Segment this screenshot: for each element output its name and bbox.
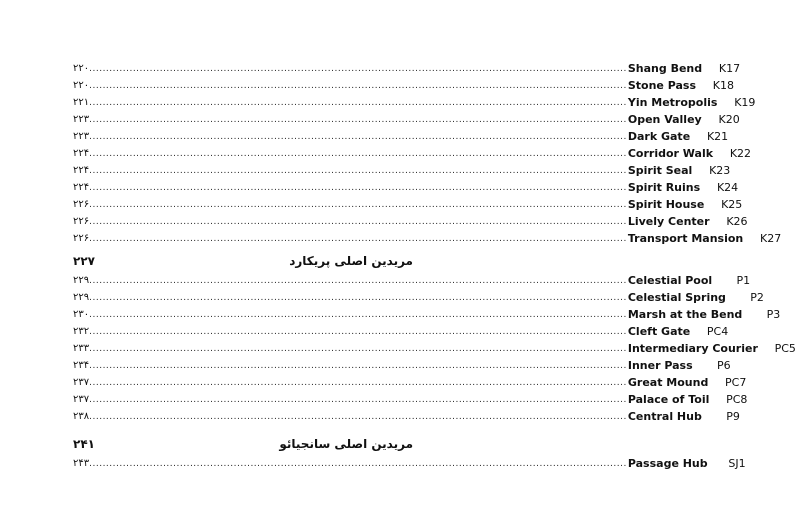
toc-entry-title: Passage Hub	[627, 457, 708, 470]
toc-entry-code: PC7	[725, 376, 747, 389]
toc-entry-title: Stone Pass	[627, 79, 697, 92]
toc-entry-title: Intermediary Courier	[627, 342, 758, 355]
dot-leader: ................................................................................................................................................................	[89, 166, 627, 176]
toc-entry-title: Spirit House	[627, 198, 705, 211]
toc-entry-page: ۲۲۰	[73, 80, 90, 91]
toc-entry	[73, 128, 729, 145]
section-heading	[73, 251, 413, 271]
dot-leader: ................................................................................................................................................................	[89, 98, 627, 108]
dot-leader: ................................................................................................................................................................	[89, 217, 627, 227]
toc-entry-page: ۲۳۸	[73, 411, 90, 422]
toc-entry-code: P3	[766, 308, 781, 321]
toc-entry	[73, 213, 748, 230]
toc-entry	[73, 455, 746, 472]
toc-entry-page: ۲۲۹	[73, 292, 90, 303]
toc-entry-code: P6	[716, 359, 731, 372]
toc-entry-page: ۲۲۳	[73, 114, 90, 125]
toc-entry-code: K20	[718, 113, 740, 126]
toc-entry	[73, 357, 731, 374]
toc-entry-page: ۲۳۲	[73, 326, 90, 337]
dot-leader: ................................................................................................................................................................	[89, 115, 627, 125]
toc-entry	[73, 179, 739, 196]
toc-entry-page: ۲۲۰	[73, 63, 90, 74]
toc-entry-code: K24	[716, 181, 739, 194]
toc-entry-title: Central Hub	[627, 410, 702, 423]
toc-entry-title: Lively Center	[627, 215, 710, 228]
section-heading-title: مریدین اصلی پریکارد	[289, 254, 413, 268]
toc-entry	[73, 162, 731, 179]
toc-entry-title: Cleft Gate	[627, 325, 691, 338]
toc-entry	[73, 340, 796, 357]
toc-entry-title: Spirit Seal	[627, 164, 693, 177]
toc-entry	[73, 230, 782, 247]
toc-entry	[73, 272, 751, 289]
dot-leader: ................................................................................................................................................................	[89, 395, 627, 405]
dot-leader: ................................................................................................................................................................	[89, 310, 627, 320]
toc-entry-page: ۲۲۳	[73, 131, 90, 142]
toc-entry-page: ۲۳۴	[73, 360, 90, 371]
toc-entry-code: PC8	[726, 393, 748, 406]
dot-leader: ................................................................................................................................................................	[89, 149, 627, 159]
toc-entry-title: Dark Gate	[627, 130, 691, 143]
toc-entry-code: K18	[712, 79, 735, 92]
toc-entry-code: SJ1	[728, 457, 746, 470]
toc-entry-code: PC5	[774, 342, 796, 355]
dot-leader: ................................................................................................................................................................	[89, 132, 627, 142]
toc-entry	[73, 196, 743, 213]
toc-entry-code: PC4	[706, 325, 729, 338]
dot-leader: ................................................................................................................................................................	[89, 200, 627, 210]
toc-entry-title: Corridor Walk	[627, 147, 714, 160]
dot-leader: ................................................................................................................................................................	[89, 293, 627, 303]
toc-entry-page: ۲۲۶	[73, 216, 90, 227]
dot-leader: ................................................................................................................................................................	[89, 459, 627, 469]
toc-entry-title: Marsh at the Bend	[627, 308, 743, 321]
section-heading-page: ۲۲۷	[73, 254, 95, 268]
toc-entry-title: Palace of Toil	[627, 393, 710, 406]
toc-entry-title: Shang Bend	[627, 62, 703, 75]
dot-leader: ................................................................................................................................................................	[89, 412, 627, 422]
toc-entry-title: Great Mound	[627, 376, 709, 389]
toc-entry-code: K19	[734, 96, 756, 109]
toc-entry	[73, 77, 735, 94]
dot-leader: ................................................................................................................................................................	[89, 344, 627, 354]
toc-entry	[73, 391, 748, 408]
section-heading-page: ۲۴۱	[73, 437, 95, 451]
toc-entry-page: ۲۳۰	[73, 309, 90, 320]
toc-entry-code: K25	[721, 198, 743, 211]
toc-entry-title: Celestial Spring	[627, 291, 726, 304]
toc-entry-page: ۲۲۹	[73, 275, 90, 286]
dot-leader: ................................................................................................................................................................	[89, 81, 627, 91]
toc-entry-page: ۲۳۷	[73, 394, 90, 405]
toc-entry-title: Yin Metropolis	[627, 96, 718, 109]
dot-leader: ................................................................................................................................................................	[89, 183, 627, 193]
toc-entry-page: ۲۴۳	[73, 458, 90, 469]
toc-entry-code: K23	[709, 164, 731, 177]
toc-entry	[73, 60, 741, 77]
toc-entry-title: Spirit Ruins	[627, 181, 701, 194]
toc-entry-page: ۲۲۴	[73, 148, 90, 159]
dot-leader: ................................................................................................................................................................	[89, 276, 627, 286]
toc-entry	[73, 323, 729, 340]
toc-entry-title: Transport Mansion	[627, 232, 744, 245]
toc-entry-code: K26	[726, 215, 748, 228]
toc-entry	[73, 111, 740, 128]
toc-entry-code: P9	[726, 410, 740, 423]
toc-entry-page: ۲۲۱	[73, 97, 90, 108]
section-heading	[73, 434, 413, 454]
toc-entry	[73, 289, 764, 306]
toc-entry-code: P2	[750, 291, 764, 304]
dot-leader: ................................................................................................................................................................	[89, 378, 627, 388]
toc-entry	[73, 374, 747, 391]
toc-entry-page: ۲۲۴	[73, 182, 90, 193]
toc-entry-page: ۲۲۶	[73, 233, 90, 244]
toc-entry-title: Inner Pass	[627, 359, 693, 372]
toc-entry-title: Open Valley	[627, 113, 702, 126]
toc-entry-code: K21	[706, 130, 729, 143]
dot-leader: ................................................................................................................................................................	[89, 64, 627, 74]
toc-entry	[73, 145, 752, 162]
dot-leader: ................................................................................................................................................................	[89, 327, 627, 337]
toc-entry-page: ۲۲۶	[73, 199, 90, 210]
dot-leader: ................................................................................................................................................................	[89, 234, 627, 244]
toc-entry	[73, 306, 781, 323]
toc-entry-page: ۲۲۴	[73, 165, 90, 176]
dot-leader: ................................................................................................................................................................	[89, 361, 627, 371]
toc-entry-page: ۲۳۳	[73, 343, 90, 354]
toc-entry-code: K17	[718, 62, 741, 75]
section-heading-title: مریدین اصلی سانجیائو	[279, 437, 413, 451]
toc-entry-title: Celestial Pool	[627, 274, 713, 287]
toc-entry-code: K27	[760, 232, 782, 245]
toc-entry-code: K22	[729, 147, 752, 160]
toc-entry-page: ۲۳۷	[73, 377, 90, 388]
toc-entry-code: P1	[736, 274, 751, 287]
toc-entry	[73, 94, 756, 111]
toc-entry	[73, 408, 740, 425]
